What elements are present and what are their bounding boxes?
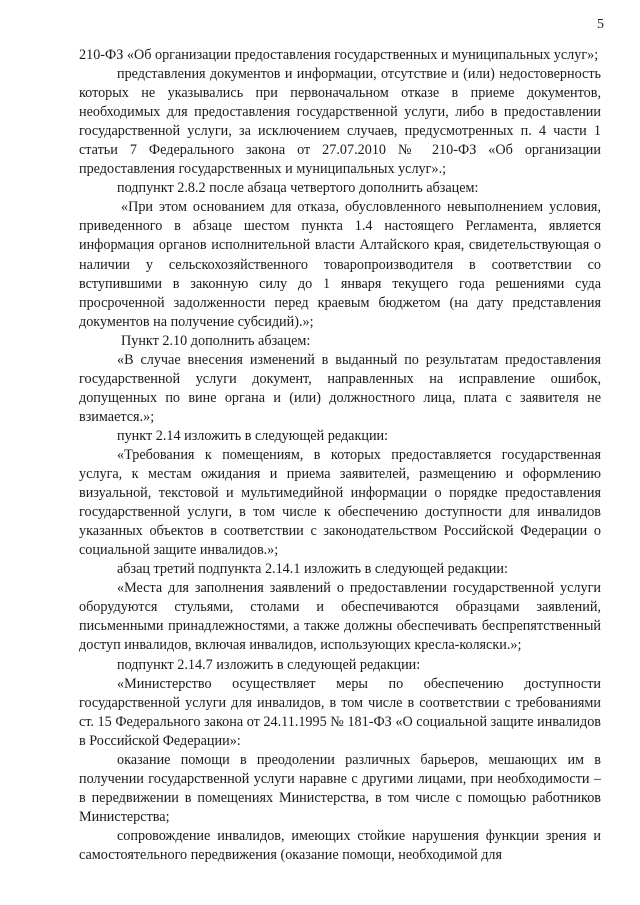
paragraph: сопровождение инвалидов, имеющих стойкие нарушения функции зрения и самостоятельного передвижения (оказание помощи, необходимой для — [79, 827, 601, 863]
paragraph: «В случае внесения изменений в выданный по результатам предоставления государственной услуги документ, направленных на исправление ошибок, допущенных по вине органа и (или) должностного лица, плата с заявителя не взимается.»; — [79, 351, 601, 425]
paragraph: «Места для заполнения заявлений о предоставлении государственной услуги оборудуются стульями, столами и обеспечиваются образцами заявлений, письменными принадлежностями, а также должны обеспечивать беспрепятственный доступ инвалидов, включая инвалидов, использующих кресла-коляски.»; — [79, 580, 601, 654]
paragraph: подпункт 2.8.2 после абзаца четвертого дополнить абзацем: — [117, 180, 479, 197]
paragraph: «При этом основанием для отказа, обусловленного невыполнением условия, приведенного в абзаце шестом пункта 1.4 настоящего Регламента, является информация органов исполнительной власти Алтайского края, свидетельствующая о наличии у сельскохозяйственного товаропроизводителя в соответствии со вступившими в законную силу до 1 января текущего года решениями суда просроченной задолженности перед краевым бюджетом (на дату представления документов на получение субсидий).»; — [79, 199, 601, 330]
page-number: 5 — [597, 17, 604, 32]
paragraph: «Министерство осуществляет меры по обеспечению доступности государственной услуги для инвалидов, в том числе в соответствии с требованиями ст. 15 Федерального закона от 24.11.1995 № 181-ФЗ «О социальной защите инвалидов в Российской Федерации»: — [79, 675, 601, 749]
document-body — [79, 46, 601, 865]
paragraph: «Требования к помещениям, в которых предоставляется государственная услуга, к местам ожидания и приема заявителей, размещению и оформлению визуальной, текстовой и мультимедийной информации о порядке предоставления государственной услуги, в том числе к обеспечению доступности для инвалидов указанных объектов в соответствии с законодательством Российской Федерации о социальной защите инвалидов.»; — [79, 446, 601, 559]
paragraph: подпункт 2.14.7 изложить в следующей редакции: — [117, 656, 421, 673]
paragraph: Пункт 2.10 дополнить абзацем: — [121, 332, 311, 349]
paragraph: 210-ФЗ «Об организации предоставления государственных и муниципальных услуг»; — [79, 47, 599, 63]
paragraph: абзац третий подпункта 2.14.1 изложить в следующей редакции: — [117, 561, 508, 578]
paragraph: представления документов и информации, отсутствие и (или) недостоверность которых не указывались при первоначальном отказе в приеме документов, необходимых для предоставления государственной услуги, либо в предоставлении государственной услуги, за исключением случаев, предусмотренных п. 4 части 1 статьи 7 Федерального закона от 27.07.2010 № 210-ФЗ «Об организации предоставления государственных и муниципальных услуг».; — [79, 66, 601, 178]
paragraph: оказание помощи в преодолении различных барьеров, мешающих им в получении государственной услуги наравне с другими лицами, при необходимости – в передвижении в помещениях Министерства, в том числе с помощью работников Министерства; — [79, 751, 601, 825]
paragraph: пункт 2.14 изложить в следующей редакции: — [117, 427, 389, 444]
